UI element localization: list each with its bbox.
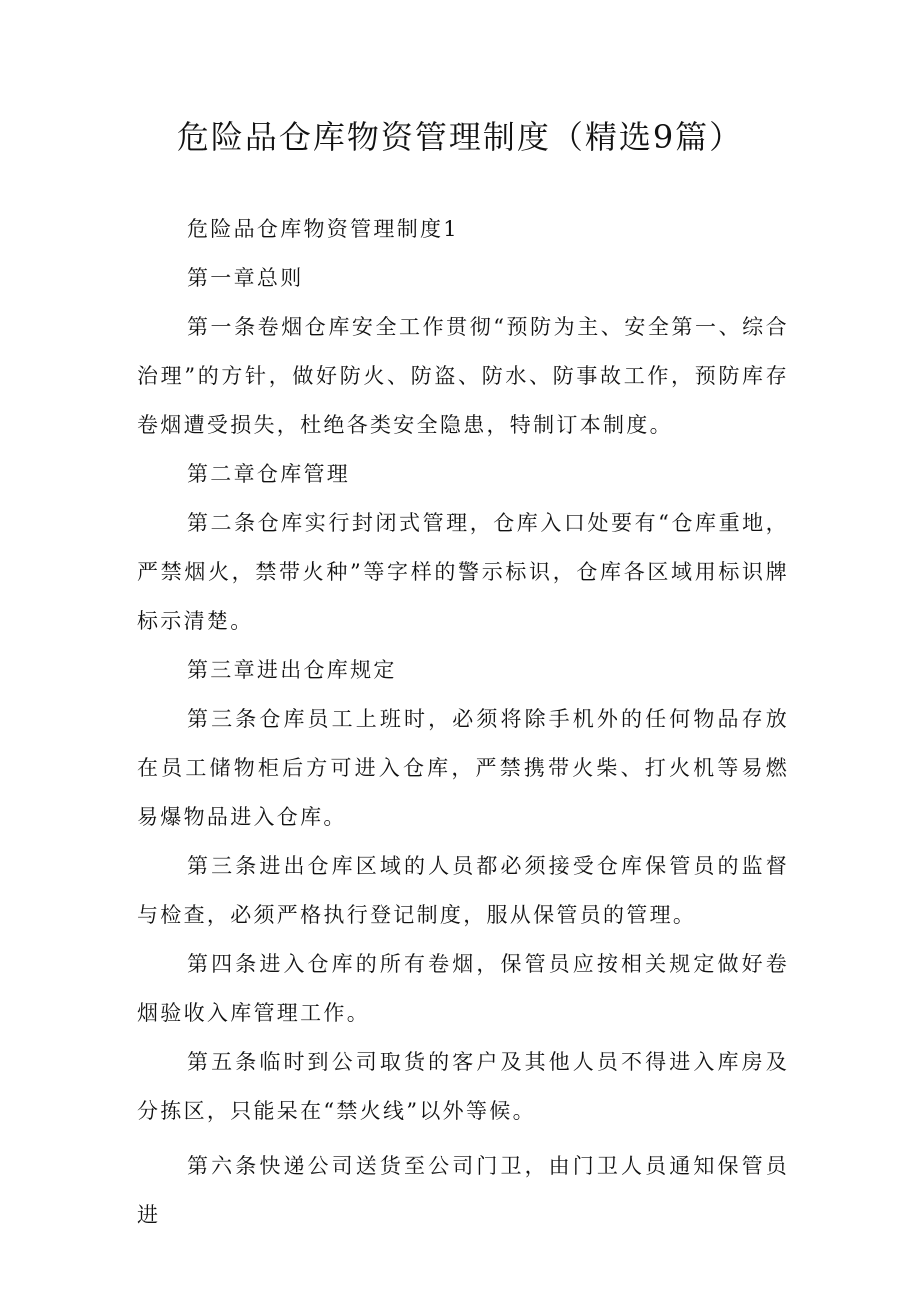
document-body [137, 205, 789, 1240]
article-paragraph: 第一条卷烟仓库安全工作贯彻“预防为主、安全第一、综合治理”的方针，做好防火、防盗、防水、防事故工作，预防库存卷烟遭受损失，杜绝各类安全隐患，特制订本制度。 [137, 315, 789, 437]
article-paragraph: 第三条进出仓库区域的人员都必须接受仓库保管员的监督与检查，必须严格执行登记制度，服从保管员的管理。 [137, 854, 789, 927]
section-heading: 危险品仓库物资管理制度1 [187, 217, 459, 241]
chapter-heading: 第二章仓库管理 [187, 462, 351, 486]
article-paragraph: 第二条仓库实行封闭式管理，仓库入口处要有“仓库重地，严禁烟火，禁带火种”等字样的警示标识，仓库各区域用标识牌标示清楚。 [137, 511, 789, 633]
chapter-heading: 第一章总则 [187, 266, 304, 290]
chapter-heading: 第三章进出仓库规定 [187, 658, 397, 682]
article-paragraph: 第六条快递公司送货至公司门卫，由门卫人员通知保管员进 [137, 1154, 789, 1227]
document-title: 危险品仓库物资管理制度（精选9篇） [176, 118, 744, 156]
article-paragraph: 第三条仓库员工上班时，必须将除手机外的任何物品存放在员工储物柜后方可进入仓库，严禁携带火柴、打火机等易燃易爆物品进入仓库。 [137, 707, 789, 829]
article-paragraph: 第五条临时到公司取货的客户及其他人员不得进入库房及分拣区，只能呆在“禁火线”以外等候。 [137, 1050, 789, 1123]
article-paragraph: 第四条进入仓库的所有卷烟，保管员应按相关规定做好卷烟验收入库管理工作。 [137, 952, 789, 1025]
